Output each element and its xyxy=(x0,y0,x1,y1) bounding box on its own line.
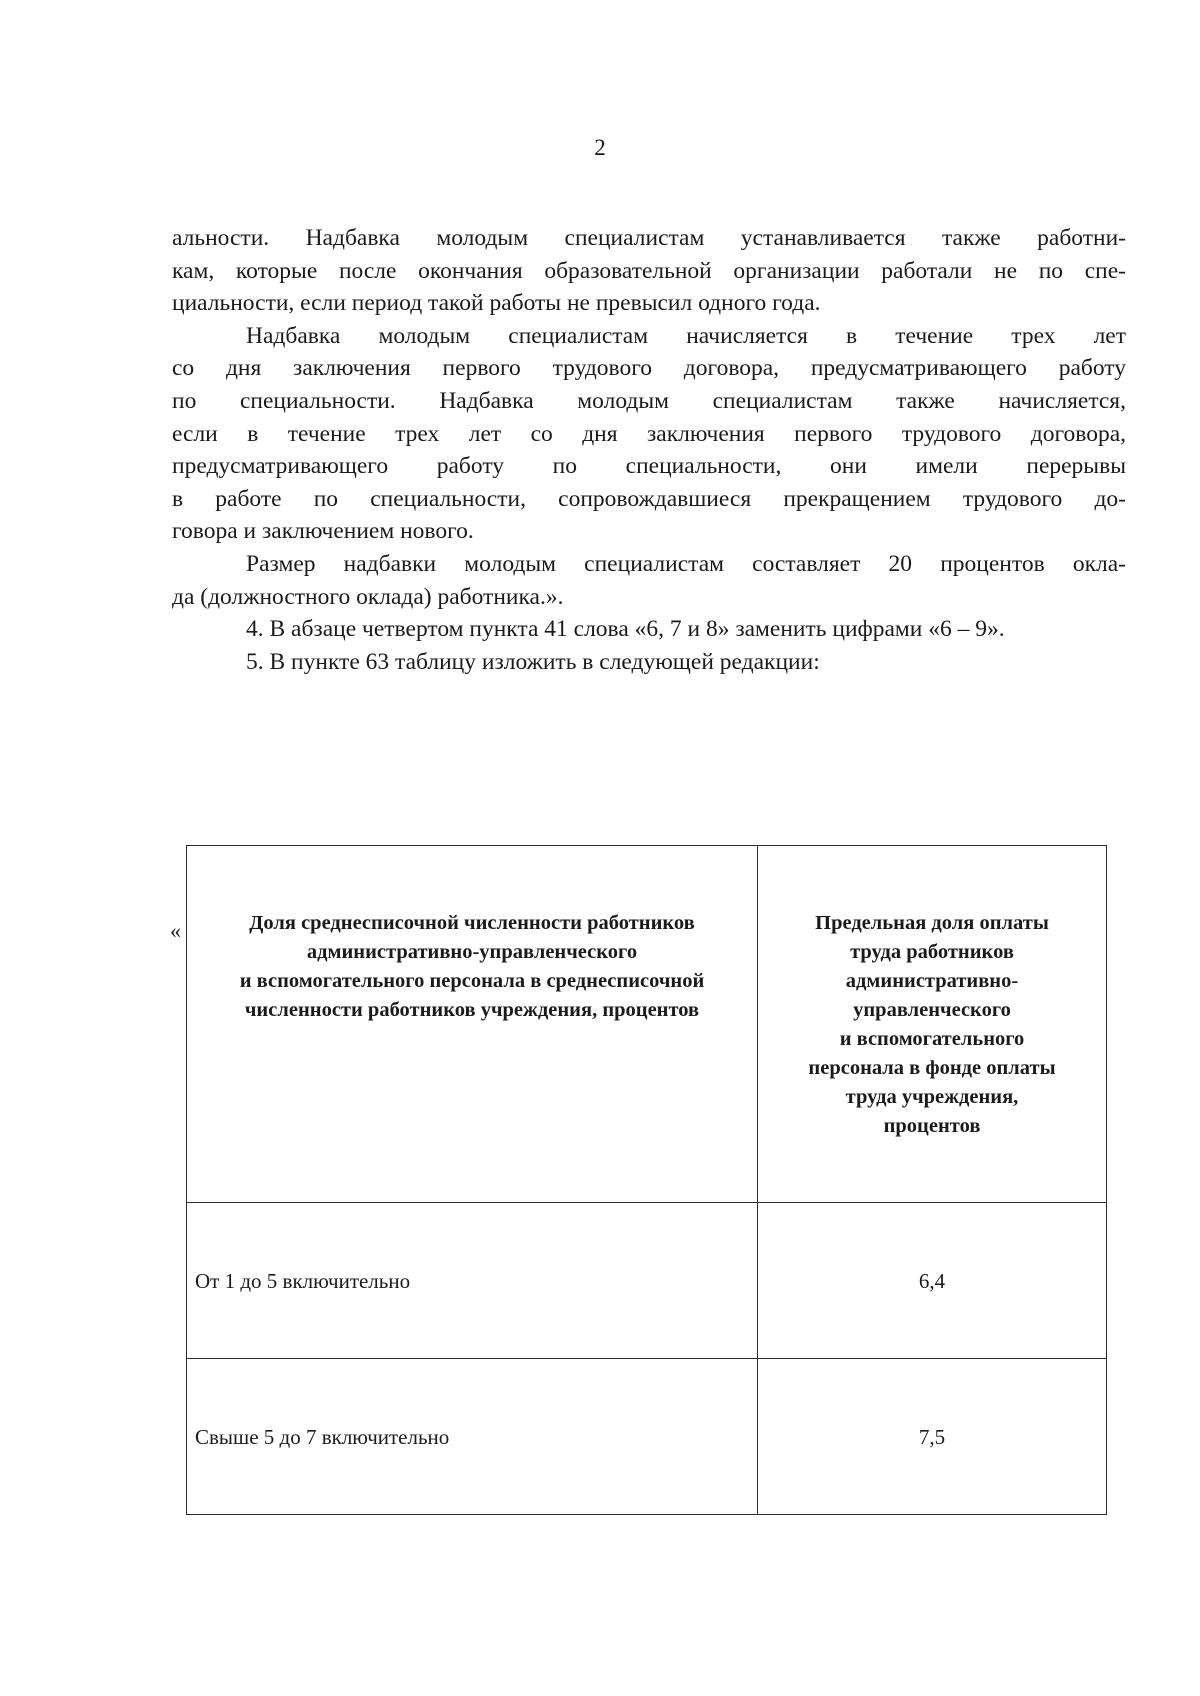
header-line: и вспомогательного персонала в среднесписочной xyxy=(239,970,705,992)
staff-share-table xyxy=(186,845,1107,1515)
paragraph-allowance-accrual xyxy=(172,320,1126,548)
table-header-row xyxy=(187,846,1107,1203)
text-line: кам, которые после окончания образовательной организации работали не по спе- xyxy=(172,257,1126,284)
text-line: циальности, если период такой работы не превысил одного года. xyxy=(172,290,821,317)
text-line: в работе по специальности, сопровождавшиеся прекращением трудового до- xyxy=(172,485,1126,512)
text-line: если в течение трех лет со дня заключения первого трудового договора, xyxy=(172,420,1126,447)
header-line: труда работников xyxy=(850,941,1014,963)
paragraph-item-4 xyxy=(172,613,1126,646)
header-line: и вспомогательного xyxy=(839,1028,1025,1050)
value-cell: 7,5 xyxy=(758,1359,1107,1515)
header-line: Предельная доля оплаты xyxy=(815,912,1049,934)
text-line: Надбавка молодым специалистам начисляется в течение трех лет xyxy=(246,322,1126,349)
header-line: управленческого xyxy=(853,999,1011,1021)
text-line: со дня заключения первого трудового договора, предусматривающего работу xyxy=(172,355,1126,382)
header-pay-share-limit xyxy=(758,846,1107,1203)
text-line: 5. В пункте 63 таблицу изложить в следующей редакции: xyxy=(246,648,820,675)
table-row xyxy=(187,1359,1107,1515)
text-line: говора и заключением нового. xyxy=(172,518,474,545)
header-line: процентов xyxy=(883,1115,981,1137)
page-number: 2 xyxy=(594,135,606,160)
text-line: по специальности. Надбавка молодым специалистам также начисляется, xyxy=(172,387,1126,414)
range-cell: Свыше 5 до 7 включительно xyxy=(187,1359,758,1515)
text-line: предусматривающего работу по специальности, они имели перерывы xyxy=(172,453,1126,480)
header-staff-share xyxy=(187,846,758,1203)
header-line: административно- xyxy=(845,970,1019,992)
header-line: Доля среднесписочной численности работников xyxy=(249,912,695,934)
text-line: 4. В абзаце четвертом пункта 41 слова «6, 7 и 8» заменить цифрами «6 – 9». xyxy=(246,616,1005,643)
paragraph-young-specialists-continuation xyxy=(172,222,1126,320)
header-line: численности работников учреждения, процентов xyxy=(244,999,700,1021)
text-line: да (должностного оклада) работника.». xyxy=(172,583,564,610)
text-line: альности. Надбавка молодым специалистам устанавливается также работни- xyxy=(172,225,1126,251)
range-cell: От 1 до 5 включительно xyxy=(187,1203,758,1359)
document-body xyxy=(172,222,1126,678)
table-opening-quote: « xyxy=(170,918,181,943)
paragraph-item-5 xyxy=(172,646,1126,679)
value-cell: 6,4 xyxy=(758,1203,1107,1359)
header-line: административно-управленческого xyxy=(306,941,638,963)
paragraph-allowance-size xyxy=(172,548,1126,613)
text-line: Размер надбавки молодым специалистам составляет 20 процентов окла- xyxy=(246,550,1126,577)
table-row xyxy=(187,1203,1107,1359)
header-line: персонала в фонде оплаты xyxy=(808,1057,1056,1079)
header-line: труда учреждения, xyxy=(845,1086,1019,1108)
